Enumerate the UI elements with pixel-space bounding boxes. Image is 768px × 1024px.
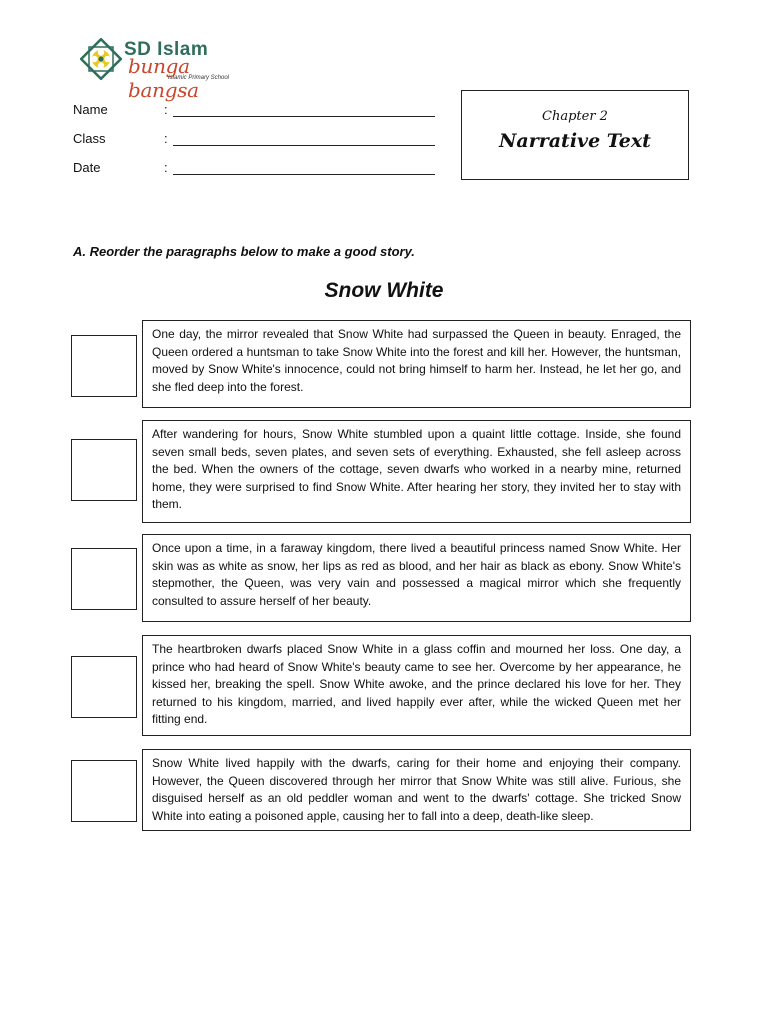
chapter-label: Chapter 2 [542,109,608,124]
date-colon: : [164,160,168,175]
logo-brand-line2: bunga bangsa [128,54,199,102]
order-box-1[interactable] [71,335,137,397]
class-label: Class [73,131,106,146]
name-colon: : [164,102,168,117]
class-line[interactable] [173,145,435,146]
order-box-4[interactable] [71,656,137,718]
paragraph-3: Once upon a time, in a faraway kingdom, there lived a beautiful princess named Snow White. Her skin was as white as snow, her lips as red as blood, and her hair as black as ebony. Snow White's stepmother, the Queen, was very vain and possessed a magical mirror which she frequently consulted to assure herself of her beauty. [142,534,691,622]
class-colon: : [164,131,168,146]
story-title: Snow White [324,279,444,302]
paragraph-5: Snow White lived happily with the dwarfs, caring for their home and enjoying their company. However, the Queen discovered through her mirror that Snow White was still alive. Furious, she disguised herself as an old peddler woman and went to the dwarfs' cottage. She tricked Snow White into eating a poisoned apple, causing her to fall into a deep, death-like sleep. [142,749,691,831]
instruction: A. Reorder the paragraphs below to make a good story. [73,244,415,259]
chapter-box [461,90,689,180]
name-line[interactable] [173,116,435,117]
paragraph-2: After wandering for hours, Snow White stumbled upon a quaint little cottage. Inside, she found seven small beds, seven plates, and seven sets of everything. Exhausted, she fell asleep across the bed. When the owners of the cottage, seven dwarfs who worked in a nearby mine, returned home, they were surprised to find Snow White. After hearing her story, they invited her to stay with them. [142,420,691,523]
logo-brand-line1: SD Islam [124,39,209,60]
paragraph-4: The heartbroken dwarfs placed Snow White in a glass coffin and mourned her loss. One day, a prince who had heard of Snow White's beauty came to see her. Overcome by her appearance, he kissed her, breaking the spell. Snow White awoke, and the prince declared his love for her. They returned to his kingdom, married, and lived happily ever after, while the wicked Queen met her fitting end. [142,635,691,736]
paragraph-1: One day, the mirror revealed that Snow White had surpassed the Queen in beauty. Enraged, the Queen ordered a huntsman to take Snow White into the forest and kill her. However, the huntsman, moved by Snow White's innocence, could not bring himself to harm her. Instead, he let her go, and she fled deep into the forest. [142,320,691,408]
logo-emblem-icon [80,38,122,80]
order-box-5[interactable] [71,760,137,822]
logo-tagline: Islamic Primary School [168,75,230,81]
chapter-title: Narrative Text [499,130,651,152]
date-line[interactable] [173,174,435,175]
school-logo [80,38,255,102]
order-box-2[interactable] [71,439,137,501]
date-label: Date [73,160,101,175]
order-box-3[interactable] [71,548,137,610]
name-label: Name [73,102,108,117]
